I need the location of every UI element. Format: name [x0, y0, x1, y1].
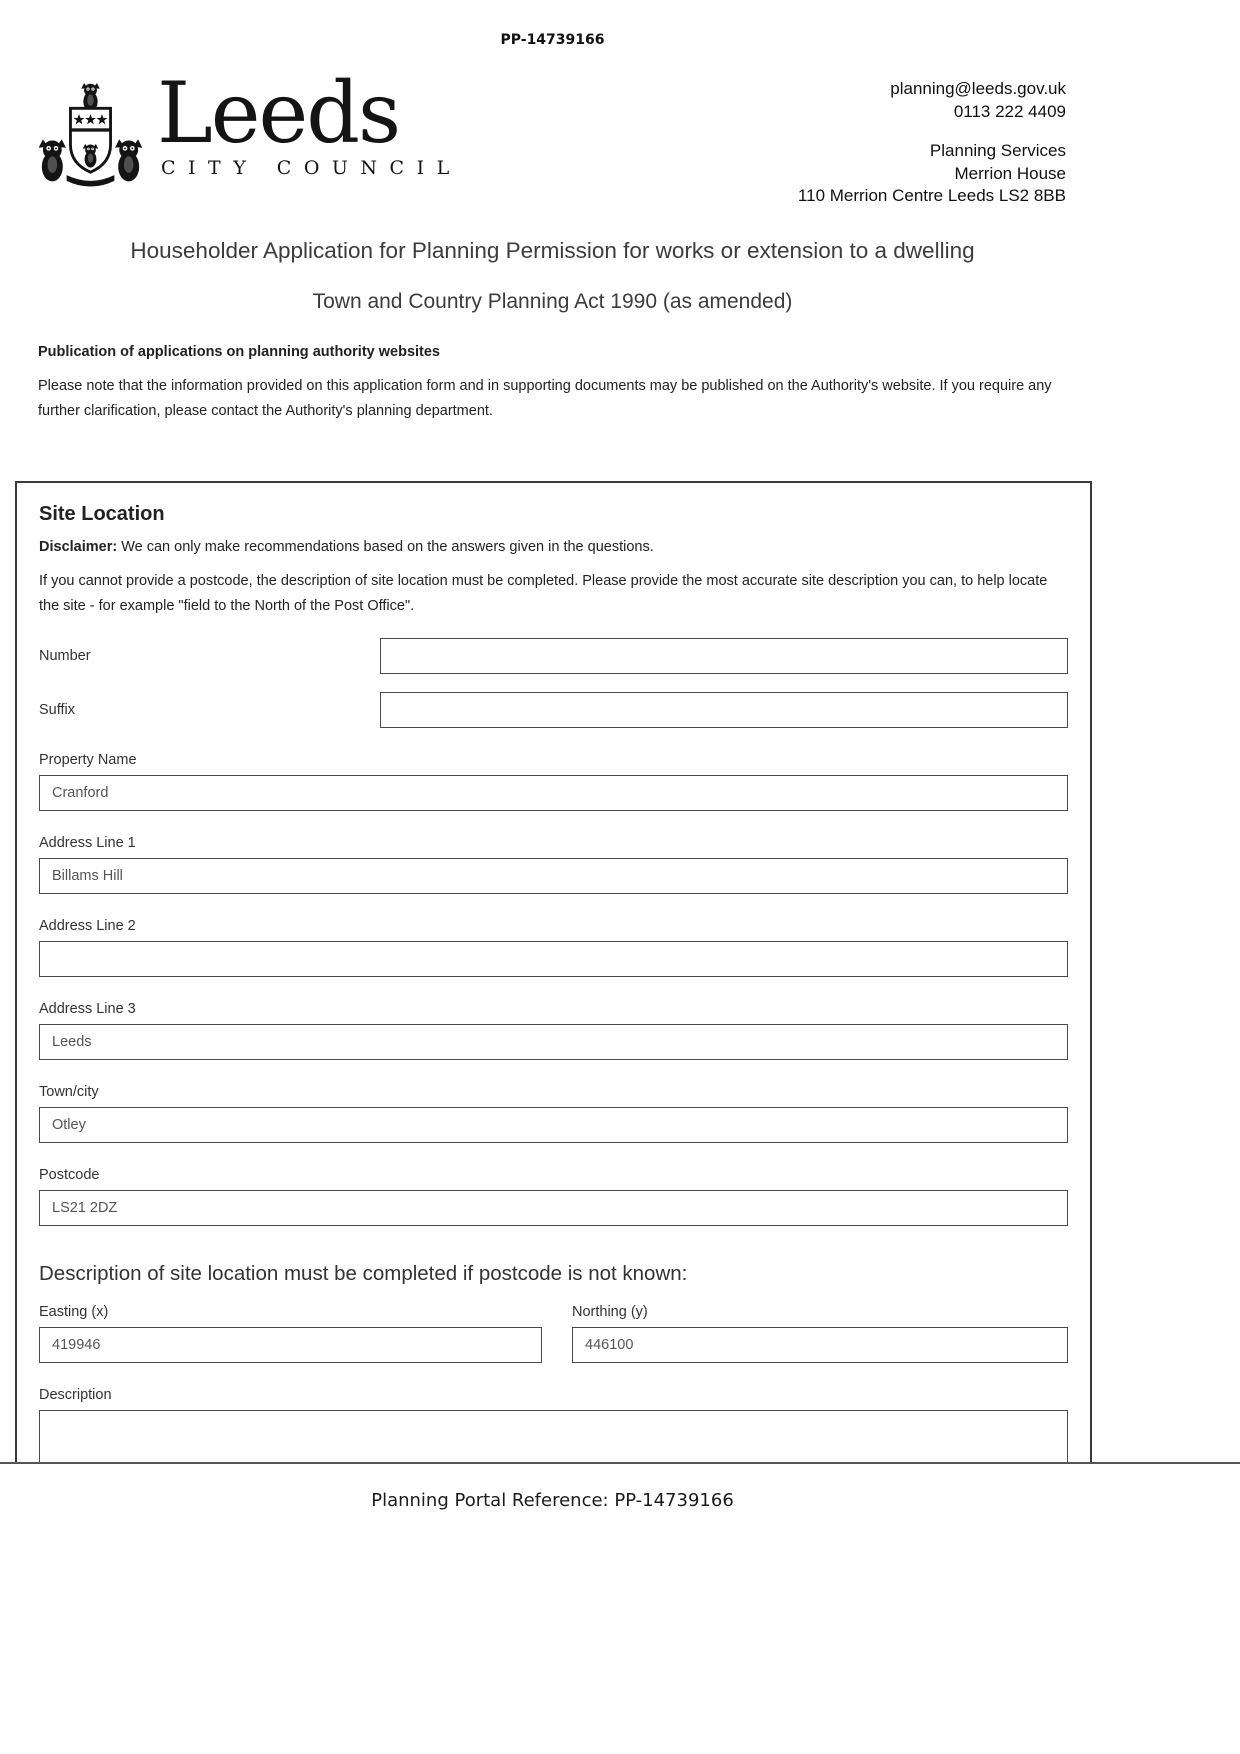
property-name-field	[39, 752, 1068, 811]
easting-field	[39, 1304, 542, 1363]
disclaimer-text	[39, 539, 1068, 555]
site-location-section	[15, 481, 1092, 1462]
address-line-3-label: Address Line 3	[39, 1000, 136, 1017]
application-reference: PP-14739166	[500, 32, 605, 48]
easting-input[interactable]	[39, 1327, 542, 1363]
contact-block	[798, 72, 1066, 208]
site-location-heading: Site Location	[39, 502, 165, 525]
planning-portal-reference: Planning Portal Reference: PP-14739166	[371, 1489, 734, 1511]
publication-heading: Publication of applications on planning authority websites	[38, 344, 440, 361]
address-line-3-input[interactable]	[39, 1024, 1068, 1060]
disclaimer-body: We can only make recommendations based on the answers given in the questions.	[121, 538, 654, 555]
address-line-1-field	[39, 835, 1068, 894]
description-label: Description	[39, 1386, 112, 1403]
address-line-1-label: Address Line 1	[39, 834, 136, 851]
suffix-field-row	[39, 692, 1068, 728]
contact-phone: 0113 222 4409	[953, 101, 1066, 121]
town-city-input[interactable]	[39, 1107, 1068, 1143]
contact-email: planning@leeds.gov.uk	[890, 79, 1066, 98]
contact-spacer	[798, 123, 1066, 140]
northing-input[interactable]	[572, 1327, 1068, 1363]
contact-building: Merrion House	[954, 163, 1066, 183]
description-textarea[interactable]	[39, 1410, 1068, 1462]
act-subtitle: Town and Country Planning Act 1990 (as amended)	[312, 290, 793, 314]
easting-label: Easting (x)	[39, 1303, 109, 1320]
property-name-label: Property Name	[39, 751, 137, 768]
description-section-heading: Description of site location must be completed if postcode is not known:	[39, 1261, 688, 1285]
leeds-crest-icon	[38, 72, 143, 198]
postcode-field	[39, 1167, 1068, 1226]
property-name-input[interactable]	[39, 775, 1068, 811]
logo-subtext: CITY COUNCIL	[161, 156, 462, 179]
northing-label: Northing (y)	[572, 1303, 648, 1320]
description-field	[39, 1387, 1068, 1462]
postcode-input[interactable]	[39, 1190, 1068, 1226]
address-line-2-input[interactable]	[39, 941, 1068, 977]
northing-field	[572, 1304, 1068, 1363]
coordinates-row	[39, 1304, 1068, 1363]
town-city-label: Town/city	[39, 1083, 99, 1100]
postcode-label: Postcode	[39, 1166, 100, 1183]
address-line-3-field	[39, 1001, 1068, 1060]
disclaimer-label: Disclaimer:	[39, 538, 118, 555]
number-label: Number	[39, 647, 91, 664]
header	[0, 48, 1105, 208]
address-line-2-label: Address Line 2	[39, 917, 136, 934]
suffix-input[interactable]	[380, 692, 1068, 728]
contact-address: 110 Merrion Centre Leeds LS2 8BB	[797, 186, 1066, 206]
publication-body: Please note that the information provided on this application form and in supporting documents may be published on the Authority's website. If you require any further clarification, please contact the Authority's planning department.	[38, 378, 1052, 420]
address-line-2-field	[39, 918, 1068, 977]
number-field-row	[39, 638, 1068, 674]
logo-wordmark: Leeds	[157, 64, 400, 162]
suffix-label: Suffix	[39, 701, 76, 718]
town-city-field	[39, 1084, 1068, 1143]
number-input[interactable]	[380, 638, 1068, 674]
page-title: Householder Application for Planning Permission for works or extension to a dwelling	[130, 238, 975, 264]
address-line-1-input[interactable]	[39, 858, 1068, 894]
page-break-line	[0, 1462, 1240, 1464]
site-location-intro: If you cannot provide a postcode, the description of site location must be completed. Please provide the most accurate site description you can, to help locate the site - for example "field to the North of the Post Office".	[39, 572, 1048, 615]
contact-department: Planning Services	[929, 141, 1066, 161]
leeds-council-logo	[38, 64, 462, 198]
